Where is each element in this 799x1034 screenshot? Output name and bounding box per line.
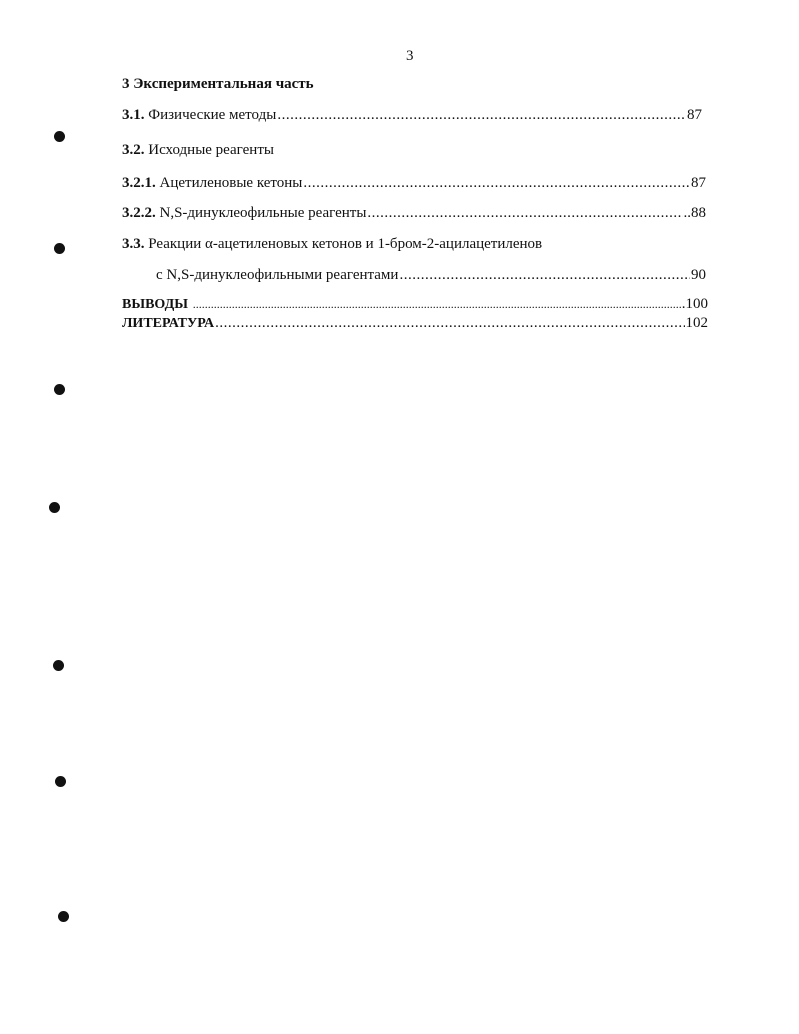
toc-entry-3-2-2 <box>122 204 706 222</box>
binder-hole <box>54 384 65 395</box>
toc-entry-literature <box>122 314 708 333</box>
binder-hole <box>54 243 65 254</box>
toc-entry-number: 3.1. <box>122 107 145 123</box>
section-heading: 3 Экспериментальная часть <box>122 76 314 92</box>
binder-hole <box>54 131 65 142</box>
toc-leader-dots <box>277 106 686 124</box>
toc-entry-number: 3.2.1. <box>122 175 156 191</box>
toc-entry-number: 3.3. <box>122 236 145 252</box>
toc-entry-title: ЛИТЕРАТУРА <box>122 316 215 331</box>
binder-hole <box>49 502 60 513</box>
toc-entry-3-3-continuation <box>156 266 706 284</box>
toc-leader-dots <box>399 266 690 284</box>
toc-leader-dots <box>303 174 690 192</box>
toc-entry-page: 90 <box>691 267 706 283</box>
toc-entry-page: 87 <box>687 107 702 123</box>
toc-entry-title: Физические методы <box>148 107 277 123</box>
binder-hole <box>53 660 64 671</box>
toc-entry-title: ВЫВОДЫ <box>122 297 188 312</box>
toc-entry-number: 3.2.2. <box>122 205 156 221</box>
toc-entry-title: N,S-динуклеофильные реагенты <box>159 205 367 221</box>
toc-entry-page: 102 <box>685 315 708 331</box>
toc-leader-dots <box>215 314 684 332</box>
toc-entry-3-2 <box>122 141 274 159</box>
toc-entry-title-continuation: с N,S-динуклеофильными реагентами <box>156 267 399 283</box>
toc-leader-dots <box>367 204 682 222</box>
binder-hole <box>55 776 66 787</box>
toc-entry-conclusions <box>122 295 708 314</box>
toc-entry-number: 3.2. <box>122 142 145 158</box>
binder-hole <box>58 911 69 922</box>
toc-entry-title: Реакции α-ацетиленовых кетонов и 1-бром-2-ацилацетиленов <box>148 236 543 252</box>
toc-entry-3-2-1 <box>122 174 706 192</box>
toc-entry-3-3 <box>122 235 542 253</box>
toc-leader-dots <box>193 295 681 313</box>
toc-entry-page: 87 <box>691 175 706 191</box>
toc-entry-title: Ацетиленовые кетоны <box>159 175 303 191</box>
toc-entry-page: .100 <box>681 296 708 312</box>
toc-entry-page: ..88 <box>683 205 706 221</box>
toc-entry-title: Исходные реагенты <box>148 142 274 158</box>
toc-entry-3-1 <box>122 106 702 124</box>
page-number: 3 <box>406 48 414 64</box>
